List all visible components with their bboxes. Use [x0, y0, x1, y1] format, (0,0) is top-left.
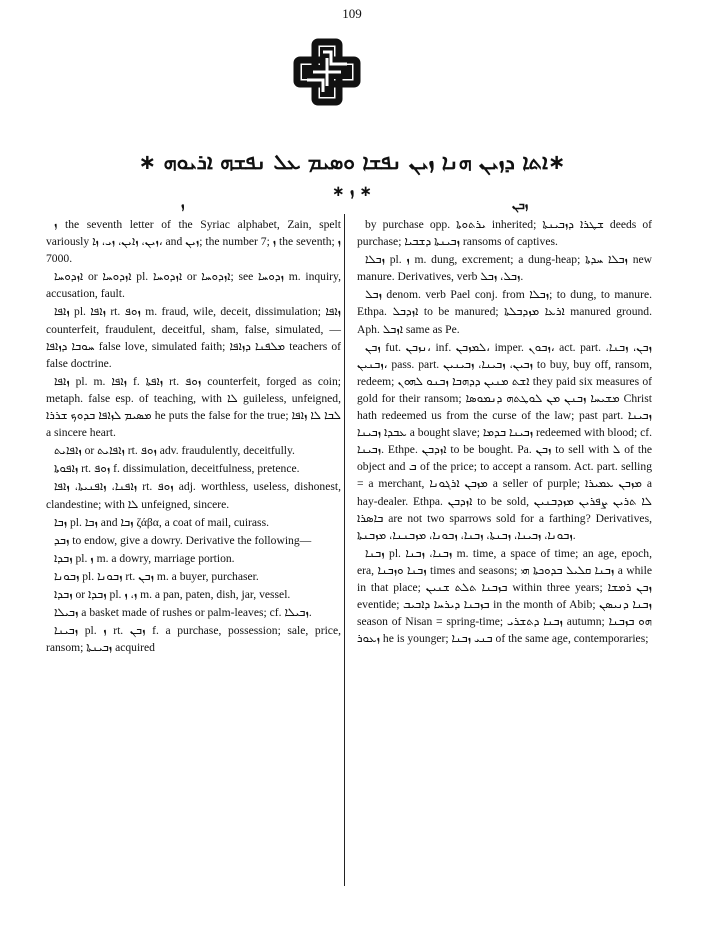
- syriac-header-line: ∗ܐܬܐ ܕܙܝܢ ܗܢܐ ܙܝܢ ܢܦܫܐ ܘܣܝܡ ܥܠ ܢܦܫܗ ܐܪܝܘܗ ∗: [138, 150, 566, 174]
- entry: ܙܐܦܐܝܬ or ܙܐܦܐܝܬ rt. ܙܘܦ adv. fraudulently, deceitfully.: [54, 444, 295, 458]
- entry: ܙܒܘܢܐ pl. ܙܒܘܢܐ rt. ܙܒܢ m. a buyer, purchaser.: [54, 569, 259, 583]
- entry: ܙܒܕܐ pl. ܙ m. a dowry, marriage portion.: [54, 551, 235, 565]
- entry: ܙܒܝܠܐ a basket made of rushes or palm-leaves; cf. ܙܒܝܠܐ.: [54, 606, 312, 620]
- entry: ܙܐܦܘܬܐ rt. ܙܘܦ f. dissimulation, deceitfulness, pretence.: [54, 462, 300, 476]
- right-column-head: ܙܒܢ: [512, 198, 529, 212]
- entry: ܙܒܢܐ pl. ܙܒܢܐ، ܙܒܢܐ m. time, a space of time; an age, epoch, era, ܙܒܢܐ ܘܙܒܢܐ times and seasons; ܙܒܢܐ ܩܠܝܠ ܒܕܘܟܬܐ ܗܝ a while in that place; ܒܙܒܢܐ ܬܠܬ ܫܢܝܢ within three years; ܙܒܢ ܪܡܫܐ eventide; ܒܙܒܢܐ ܕܝܪܚܐ ܕܐܒܝܒ in the month of Abib; ܙܒܢܐ ܕܢܝܣܢ season of Nisan = spring-time; ܙܒܢܐ ܕܬܫܪܝ autumn; ܗܘ ܒܙܒܢܐ ܙܥܘܪ he is younger; ܒܢܝ ܙܒܢܐ of the same age, contemporaries;: [357, 546, 653, 646]
- entry: ܙܒܐ pl. ܙܒܐ and ܙܒܐ ζάβα, a coat of mail, cuirass.: [54, 515, 269, 529]
- entry: ܙܒܝܢܐ pl. ܙ rt. ܙܒܢ f. a purchase, possession; sale, price, ransom; ܙܒܝܢܬܐ acquired: [46, 624, 341, 655]
- entry: ܙܒܕ to endow, give a dowry. Derivative the following—: [54, 533, 312, 547]
- entry: ܙܐܦܢܐ، ܙܐܦܢܝܬܐ، ܙܐܦܐ rt. ܙܘܦ adj. worthless, useless, dishonest, clandestine; with ܠܐ unfeigned, sincere.: [46, 480, 341, 511]
- letter-heading: ∗ ܙ ∗: [332, 182, 372, 200]
- entry: ܐܙܕܘܚܐ or ܐܙܕܘܚܐ pl. ܐܙܕܘܚܐ or ܐܙܕܘܚܐ; see ܙܕܘܚܐ m. inquiry, accusation, fault.: [46, 270, 341, 301]
- entry: ܙ the seventh letter of the Syriac alphabet, Zain, spelt variously ܙܝܢ، ܙܐܝܢ، ܙܝ، ܙܐ، and ܙܝܢ; the number 7; ܙ the seventh; ܙ 7000.: [46, 218, 342, 266]
- entry: ܙܒܕܐ or ܙܒܕܐ pl. ܙ، ܙ m. a pan, paten, dish, jar, vessel.: [54, 587, 291, 601]
- column-divider: [344, 214, 345, 886]
- entry: by purchase opp. ܝܪܬܘܬܐ inherited; ܫܛܪܐ ܕܙܒܝܢܬܐ deeds of purchase; ܙܒܝܢܬܐ ܕܫܒܝܐ ransoms of captives.: [357, 218, 652, 249]
- entry: ܙܐܦܐ pl. m. ܙܐܦܐ f. ܙܐܦܬܐ rt. ܙܘܦ counterfeit, forged as coin; metaph. false esp. of teaching, with ܠܐ guileless, unfeigned, ܡܣܝܡ ܠܙܐܦܐ ܒܕܘܟ ܫܪܪܐ he puts the false for the true; ܠܒܐ ܠܐ ܙܐܦܐ a sincere heart.: [46, 374, 342, 440]
- left-column-head: ܙ: [181, 198, 185, 212]
- entry: ܙܒܠ denom. verb Pael conj. from ܙܒܠܐ; to dung, to manure. Ethpa. ܐܙܕܒܠ to be manured; ܐܪܥܐ ܡܙܕܒܠܬܐ manured ground. Aph. ܐܙܒܠ same as Pe.: [357, 288, 652, 336]
- entry: ܙܐܦܐ pl. ܙܐܦܐ rt. ܙܘܦ m. fraud, wile, deceit, dissimulation; ܙܐܦܐ counterfeit, fraudulent, deceitful, sham, false, simulated, —ܚܘܒܐ ܕܙܐܦܐ false love, simulated faith; ܡܠܦܢܐ ܕܙܐܦܐ teachers of false doctrine.: [46, 305, 342, 370]
- cross-ornament-icon: [293, 38, 361, 106]
- right-column: [357, 216, 652, 648]
- entry: ܙܒܠܐ pl. ܙ m. dung, excrement; a dung-heap; ܙܒܠܐ ܚܕܬܐ new manure. Derivatives, verb ܙܒܠ، ܙܒܠ.: [357, 253, 653, 284]
- left-column: [46, 216, 341, 657]
- page-number: 109: [342, 6, 362, 21]
- entry: ܙܒܢ fut. ܢܙܒܢ، inf. ܠܡܙܒܢ، imper. ܙܒܘܢ، act. part. ܙܒܢ، ܙܒܢܐ، ܙܒܢܝܢ، pass. part. ܙܒܝܢ، ܙܒܝܢܐ، ܙܒܝܢܝܢ to buy, buy off, ransom, redeem; ܐܫܬ ܡܢܝܢ ܕܕܗܒܐ ܙܒܢܘ ܠܗܘܢ they paid six measures of gold for their ransom; ܡܫܝܚܐ ܙܒܢܢ ܡܢ ܠܘܛܬܗ ܕܢܡܘܣܐ Christ hath redeemed us from the curse of the law; past part. ܙܒܝܢܐ ܥܒܕܐ ܙܒܝܢܐ a bought slave; ܙܒܝܢܐ ܒܕܡܐ redeemed with blood; cf. ܙܒܝܢܐ. Ethpe. ܐܙܕܒܢ to be bought. Pa. ܙܒܢ to sell with ܠ of the object and ܒ of the price; to accept a ransom. Act. part. selling = a merchant, ܡܙܒܢ ܐܪܓܘܢܐ a seller of purple; ܡܙܒܢ ܥܡܝܪܐ a hay-dealer. Ethpa. ܐܙܕܒܢ to be sold, ܠܐ ܬܪܝܢ ܨܦܪܝܢ ܡܙܕܒܢܝܢ ܒܐܣܪܐ are not two sparrows sold for a farthing? Derivatives, ܙܒܘܢܐ، ܙܒܝܢܐ، ܙܒܢܬܐ، ܙܒܢܐ، ܙܒܘܢܐ، ܡܙܒܢܢܐ، ܡܙܒܢܬܐ.: [357, 340, 653, 542]
